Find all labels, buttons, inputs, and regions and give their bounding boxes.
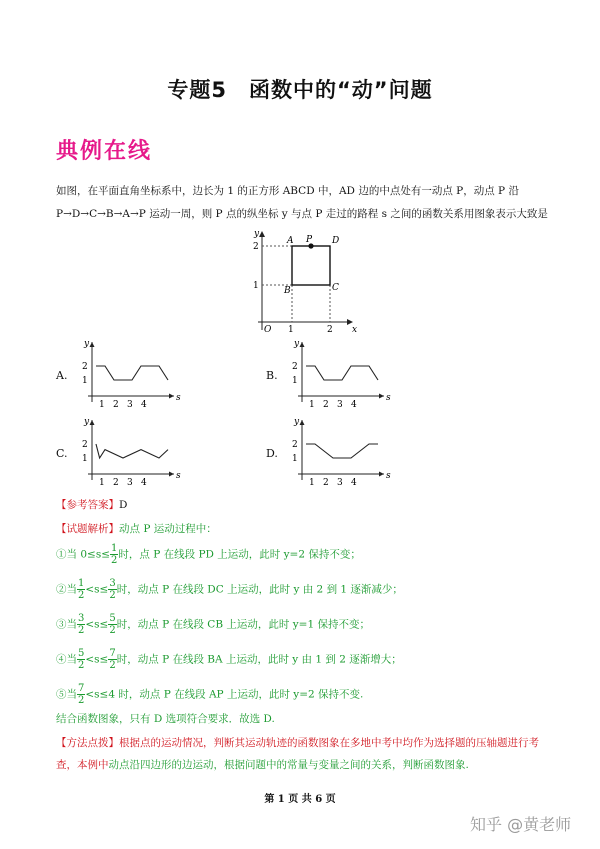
analysis-tag: 【试题解析】 (56, 523, 119, 535)
y-arrow (300, 342, 305, 347)
step-4-fraction-1: $\frac{5}{2}$ (78, 648, 85, 671)
label-c: C (332, 283, 339, 293)
x-tick-4: 4 (351, 400, 357, 408)
analysis-intro (56, 522, 217, 536)
step-3 (56, 613, 370, 636)
y-tick-1: 1 (292, 376, 298, 386)
x-tick-1: 1 (99, 400, 105, 408)
graph-curve (306, 444, 378, 458)
step-4-mid: <s≤ (85, 653, 109, 666)
x-tick-1: 1 (309, 400, 315, 408)
step-4-fraction-2: $\frac{7}{2}$ (109, 648, 116, 671)
step-4-suffix: 时，动点 P 在线段 BA 上运动，此时 y 由 1 到 2 逐渐增大； (116, 653, 402, 666)
x-tick-3: 3 (127, 400, 133, 408)
option-a-label: A. (56, 369, 68, 382)
step-3-fraction-2: $\frac{5}{2}$ (109, 613, 116, 636)
step-3-suffix: 时，动点 P 在线段 CB 上运动，此时 y=1 保持不变； (116, 618, 370, 631)
x-arrow (169, 394, 174, 399)
label-b: B (284, 286, 291, 296)
y-tick-2: 2 (253, 242, 259, 252)
y-tick-1: 1 (292, 454, 298, 464)
x-tick-1: 1 (99, 478, 105, 486)
step-5-fraction: $\frac{7}{2}$ (78, 683, 85, 706)
graph-curve (96, 444, 168, 458)
page-title: 专题5 函数中的“动”问题 (167, 78, 433, 102)
x-tick-1: 1 (309, 478, 315, 486)
label-d: D (332, 236, 340, 246)
step-1 (56, 543, 361, 566)
x-tick-2: 2 (323, 478, 329, 486)
x-tick-2: 2 (323, 400, 329, 408)
analysis-intro-text: 动点 P 运动过程中： (119, 523, 217, 535)
step-2-mid: <s≤ (85, 583, 109, 596)
x-tick-1: 1 (288, 325, 294, 334)
y-axis-label: y (84, 417, 90, 427)
graph-curve (306, 366, 378, 380)
y-tick-2: 2 (292, 362, 298, 372)
x-axis-label: x (352, 325, 358, 334)
x-arrow (379, 394, 384, 399)
answer-value: D (119, 499, 128, 511)
x-tick-4: 4 (141, 478, 147, 486)
step-1-suffix: 时，点 P 在线段 PD 上运动，此时 y=2 保持不变； (118, 548, 361, 561)
square-figure (240, 228, 365, 334)
option-b-label: B. (266, 369, 278, 382)
step-3-fraction-1: $\frac{3}{2}$ (78, 613, 85, 636)
x-arrow (169, 472, 174, 477)
square-abcd (292, 246, 330, 285)
y-arrow (90, 420, 95, 425)
y-tick-1: 1 (82, 454, 88, 464)
label-p: P (306, 235, 313, 245)
y-tick-2: 2 (82, 362, 88, 372)
step-4 (56, 648, 402, 671)
y-tick-1: 1 (253, 281, 259, 291)
option-d-label: D. (266, 447, 278, 460)
y-tick-2: 2 (292, 440, 298, 450)
step-1-fraction: $\frac{1}{2}$ (111, 543, 118, 566)
problem-line-1: 如图，在平面直角坐标系中，边长为 1 的正方形 ABCD 中，AD 边的中点处有一动点 P，动点 P 沿 (56, 185, 519, 197)
option-c-label: C. (56, 447, 68, 460)
section-heading: 典例在线 (56, 139, 153, 164)
x-tick-2: 2 (113, 478, 119, 486)
option-d-graph (284, 414, 394, 486)
y-axis-label: y (84, 339, 90, 349)
step-5-mid: <s≤4 时，动点 P 在线段 AP 上运动，此时 y=2 保持不变. (85, 688, 364, 701)
tips-line-1-text: 根据点的运动情况，判断其运动轨迹的函数图象在多地中考中均作为选择题的压轴题进行考 (119, 737, 539, 749)
option-c-graph (74, 414, 184, 486)
step-2-fraction-2: $\frac{3}{2}$ (109, 578, 116, 601)
tips-line-2-rest: 动点沿四边形的边运动，根据问题中的常量与变量之间的关系，判断函数图象. (108, 759, 469, 771)
step-2-suffix: 时，动点 P 在线段 DC 上运动，此时 y 由 2 到 1 逐渐减少； (116, 583, 403, 596)
x-tick-2: 2 (113, 400, 119, 408)
step-2-fraction-1: $\frac{1}{2}$ (78, 578, 85, 601)
step-2-prefix: ②当 (56, 583, 77, 596)
step-4-prefix: ④当 (56, 653, 77, 666)
label-a: A (287, 236, 294, 246)
x-tick-2: 2 (327, 325, 333, 334)
y-arrow (90, 342, 95, 347)
step-3-prefix: ③当 (56, 618, 77, 631)
watermark: 知乎 @黄老师 (470, 815, 572, 834)
x-arrow (379, 472, 384, 477)
tips-line-2-red: 查，本例中 (56, 759, 109, 771)
step-5-prefix: ⑤当 (56, 688, 77, 701)
analysis-conclusion: 结合函数图象，只有 D 选项符合要求．故选 D. (56, 713, 275, 725)
y-axis-label: y (294, 417, 300, 427)
y-axis-label: y (294, 339, 300, 349)
answer-tag: 【参考答案】 (56, 499, 119, 511)
step-2 (56, 578, 403, 601)
s-axis-label: s (386, 471, 391, 481)
step-5 (56, 683, 363, 706)
page-footer: 第 1 页 共 6 页 (264, 794, 336, 805)
origin-label: O (264, 325, 272, 334)
s-axis-label: s (176, 393, 181, 403)
x-tick-3: 3 (127, 478, 133, 486)
tips-line-1 (56, 736, 539, 750)
y-arrow (300, 420, 305, 425)
y-tick-2: 2 (82, 440, 88, 450)
x-tick-3: 3 (337, 400, 343, 408)
tips-line-2 (56, 758, 469, 772)
x-tick-4: 4 (141, 400, 147, 408)
step-1-prefix: ①当 0≤s≤ (56, 548, 111, 561)
x-tick-3: 3 (337, 478, 343, 486)
tips-tag: 【方法点拨】 (56, 737, 119, 749)
option-b-graph (284, 336, 394, 408)
option-a-graph (74, 336, 184, 408)
graph-curve (96, 366, 168, 380)
y-axis-label: y (254, 229, 260, 239)
step-3-mid: <s≤ (85, 618, 109, 631)
x-tick-4: 4 (351, 478, 357, 486)
answer-line (56, 498, 127, 512)
y-tick-1: 1 (82, 376, 88, 386)
problem-line-2: P→D→C→B→A→P 运动一周，则 P 点的纵坐标 y 与点 P 走过的路程 s 之间的函数关系用图象表示大致是 (56, 208, 548, 220)
s-axis-label: s (176, 471, 181, 481)
s-axis-label: s (386, 393, 391, 403)
